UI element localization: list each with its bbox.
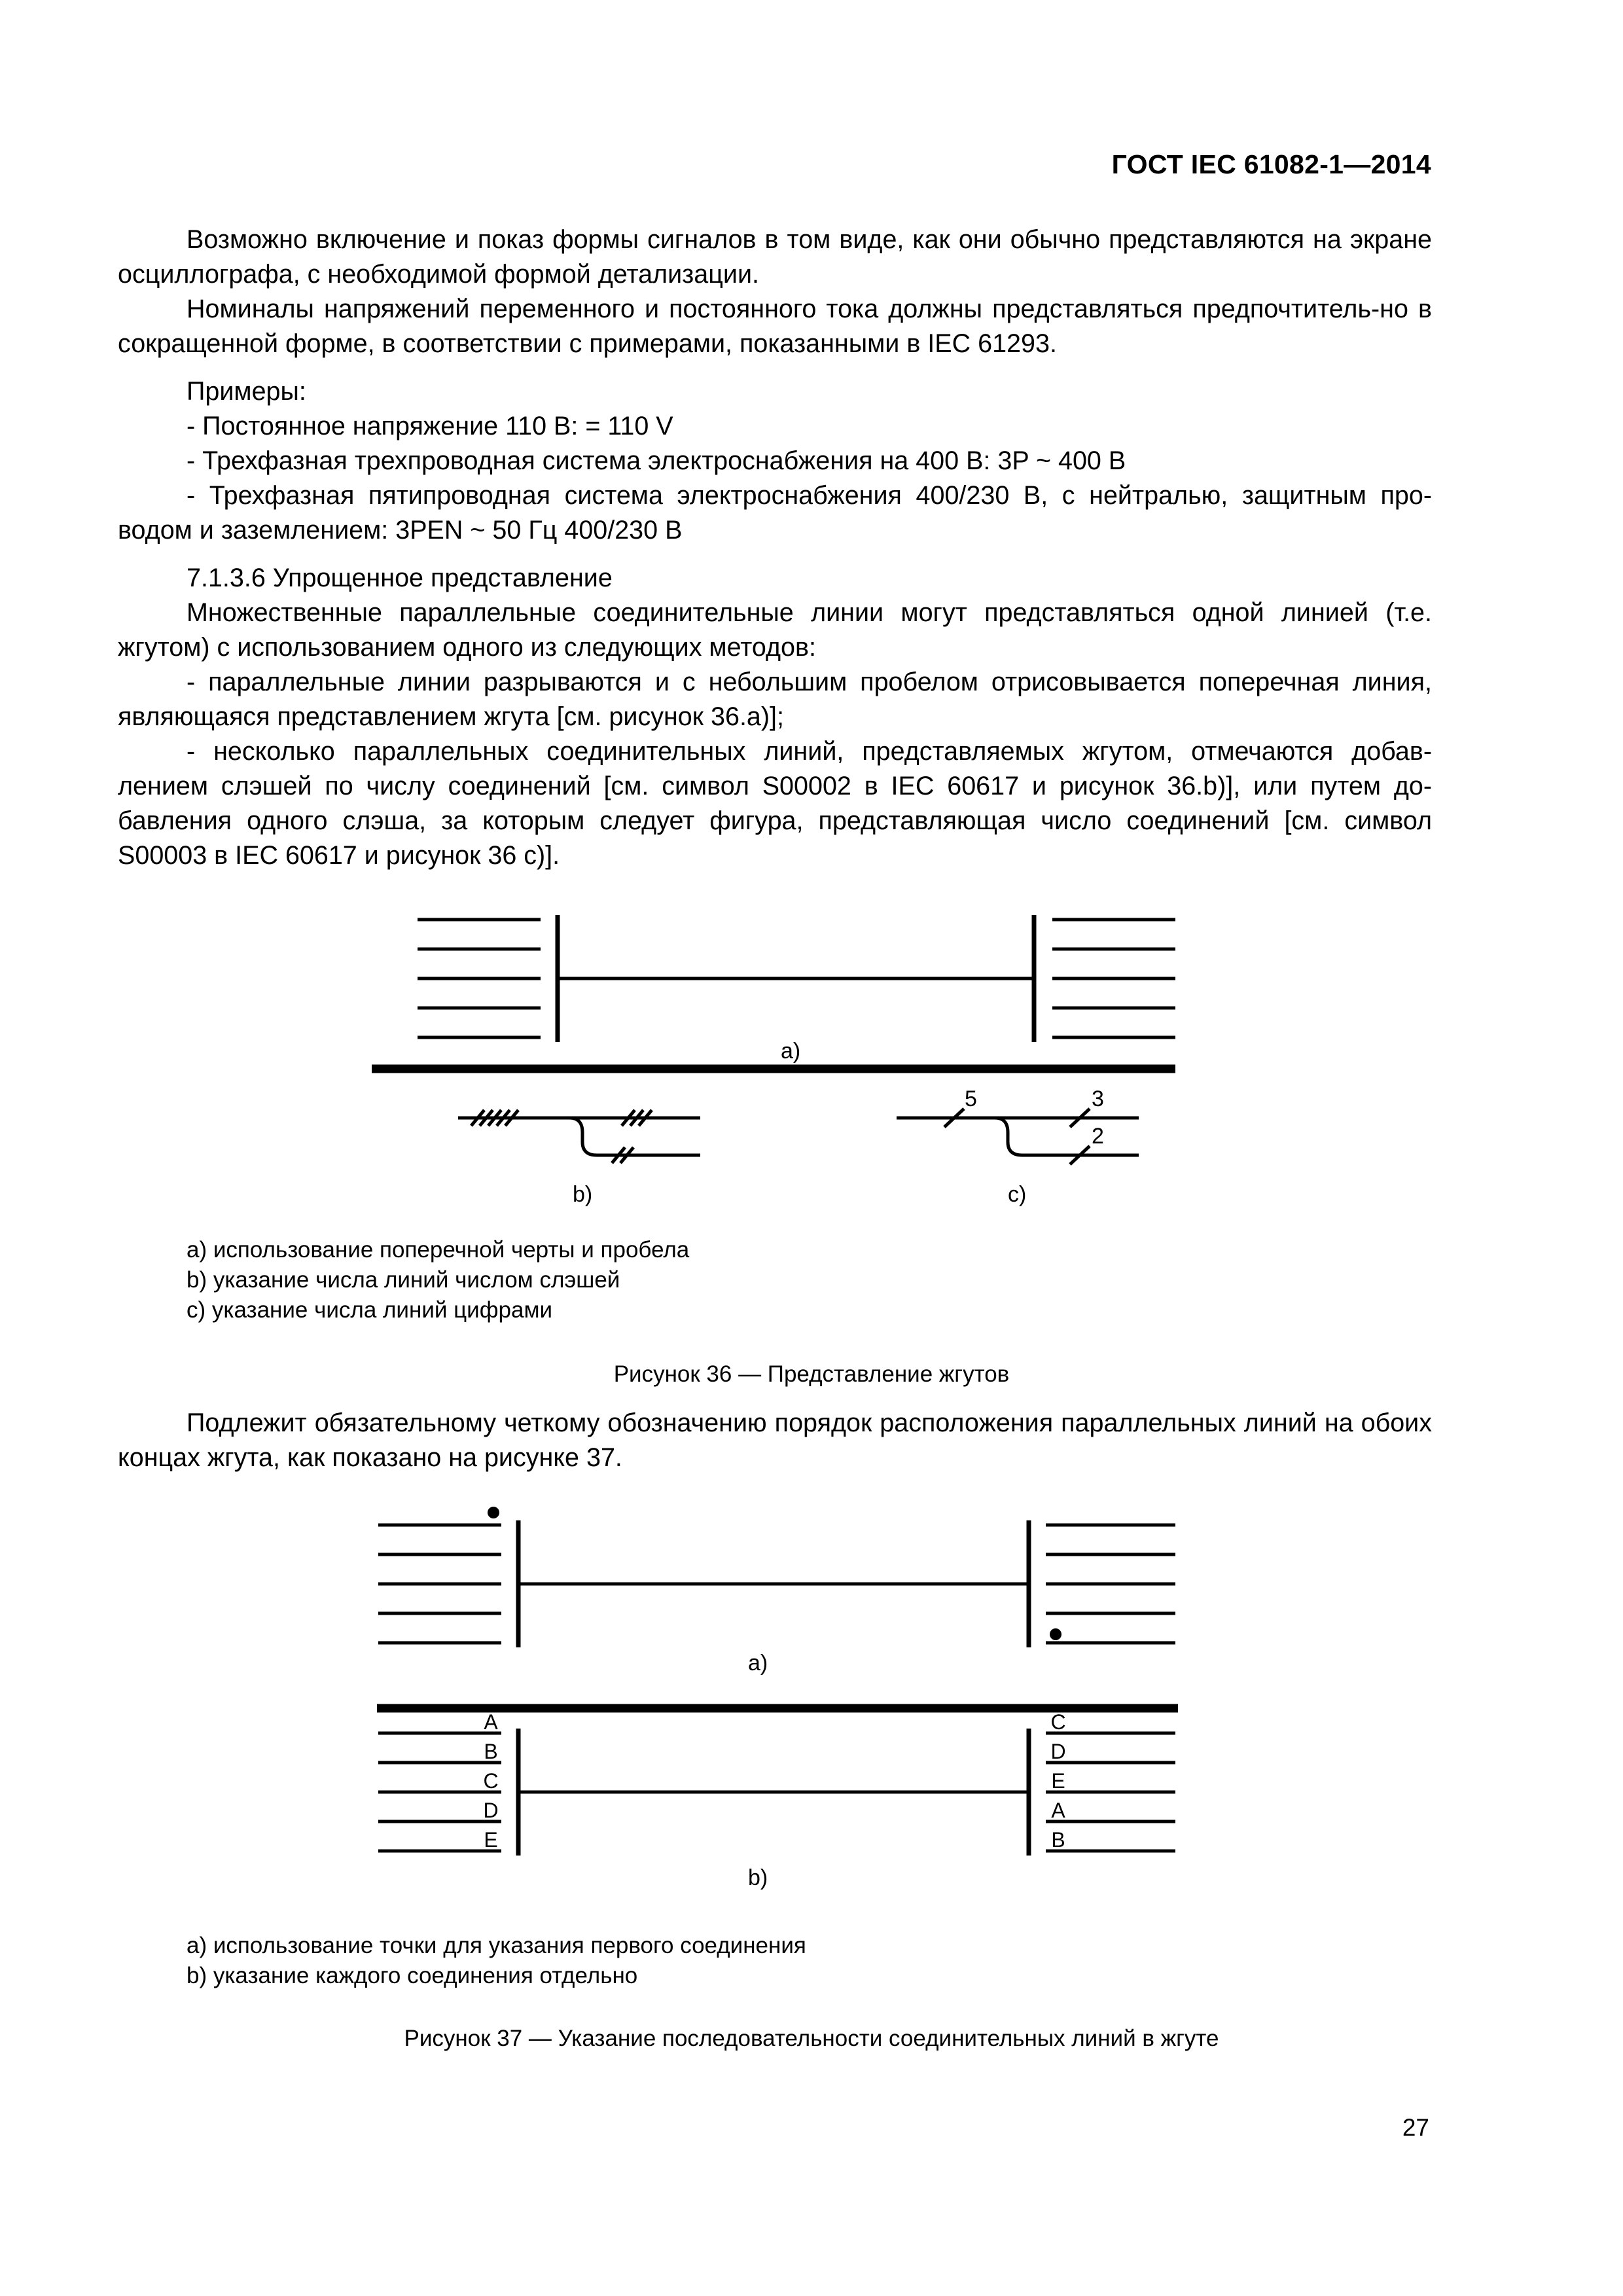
fig36-number-2: 2 <box>1092 1124 1104 1149</box>
figure-37-captions <box>187 1931 806 1991</box>
section-heading: 7.1.3.6 Упрощенное представление <box>187 564 613 592</box>
section-paragraph: - несколько параллельных соединительных линий, представляемых жгутом, отмечаются добав-лением слэшей по числу соединений [см. символ S00002 в IEC 60617 и рисунок 36.b)], или путем до-бавления одного слэша, за которым следует фигура, представляющая число соединений [см. символ S00003 в IEC 60617 и рисунок 36 c)]. <box>118 737 1432 870</box>
fig36-label-c: c) <box>1008 1182 1027 1207</box>
document-header: ГОСТ IEC 61082-1—2014 <box>1111 149 1431 179</box>
intro-block <box>118 223 1432 873</box>
fig37a-left-lines <box>378 1525 501 1643</box>
caption-item: c) указание числа линий цифрами <box>187 1297 553 1323</box>
fig37b-right-letter: A <box>1051 1799 1065 1822</box>
fig37b-left-letter: A <box>484 1710 498 1734</box>
figure-37 <box>0 1499 1623 1905</box>
caption-item: b) указание каждого соединения отдельно <box>187 1963 638 1988</box>
figure-37-title: Рисунок 37 — Указание последовательности соединительных линий в жгуте <box>404 2026 1219 2051</box>
section-paragraph: - параллельные линии разрываются и с небольшим пробелом отрисовывается поперечная линия, являющаяся представлением жгута [см. рисунок 36.а)]; <box>118 668 1432 731</box>
fig37b-right-letter: C <box>1050 1710 1066 1734</box>
page-number: 27 <box>1402 2114 1429 2141</box>
fig37a-first-connection-dot <box>488 1507 499 1518</box>
caption-item: b) указание числа линий числом слэшей <box>187 1267 620 1293</box>
caption-item: а) использование поперечной черты и пробела <box>187 1237 690 1263</box>
example-item: - Трехфазная трехпроводная система электроснабжения на 400 В: 3P ~ 400 В <box>187 446 1126 475</box>
example-item: - Трехфазная пятипроводная система электроснабжения 400/230 В, с нейтралью, защитным про-водом и заземлением: 3PEN ~ 50 Гц 400/230 В <box>118 481 1432 545</box>
figure-36 <box>0 890 1623 1230</box>
fig36-label-b: b) <box>573 1182 593 1207</box>
fig36a-left-lines <box>418 920 541 1037</box>
fig37b-left-letter: C <box>483 1769 499 1793</box>
fig37b-right-letter: D <box>1050 1740 1066 1763</box>
figure-36-title: Рисунок 36 — Представление жгутов <box>613 1361 1010 1387</box>
fig36-label-a: a) <box>781 1039 801 1064</box>
fig37b-left-letter: D <box>483 1799 499 1822</box>
section-paragraph: Множественные параллельные соединительные линии могут представляться одной линией (т.е. жгутом) с использованием одного из следующих методов: <box>118 598 1432 662</box>
paragraph-voltage-ratings: Номиналы напряжений переменного и постоянного тока должны представляться предпочтитель-но в сокращенной форме, в соответствии с примерами, показанными в IEC 61293. <box>118 295 1432 358</box>
fig37b-left-letter: B <box>484 1740 498 1763</box>
fig37-label-a: a) <box>748 1651 768 1676</box>
fig37a-first-connection-dot <box>1050 1628 1061 1640</box>
fig36a-right-lines <box>1052 920 1175 1037</box>
paragraph-order: Подлежит обязательному четкому обозначению порядок расположения параллельных линий на обоих концах жгута, как показано на рисунке 37. <box>118 1408 1432 1472</box>
examples-heading: Примеры: <box>187 377 306 406</box>
fig37b-right-letter: E <box>1051 1769 1065 1793</box>
caption-item: a) использование точки для указания первого соединения <box>187 1933 806 1958</box>
fig37b-right-letter: B <box>1051 1828 1065 1852</box>
fig37a-right-lines <box>1046 1525 1175 1643</box>
figure-36-captions <box>187 1235 689 1325</box>
fig37-label-b: b) <box>748 1865 768 1890</box>
fig36-number-3: 3 <box>1092 1086 1104 1111</box>
fig36-number-5: 5 <box>965 1086 977 1111</box>
fig37b-left-letter: E <box>484 1828 498 1852</box>
fig36b-diagram <box>458 1110 700 1163</box>
harness-order-block <box>118 1406 1432 1475</box>
paragraph-waveforms: Возможно включение и показ формы сигналов в том виде, как они обычно представляются на экране осциллографа, с необходимой формой детализации. <box>118 225 1432 289</box>
example-item: - Постоянное напряжение 110 В: = 110 V <box>187 412 673 440</box>
